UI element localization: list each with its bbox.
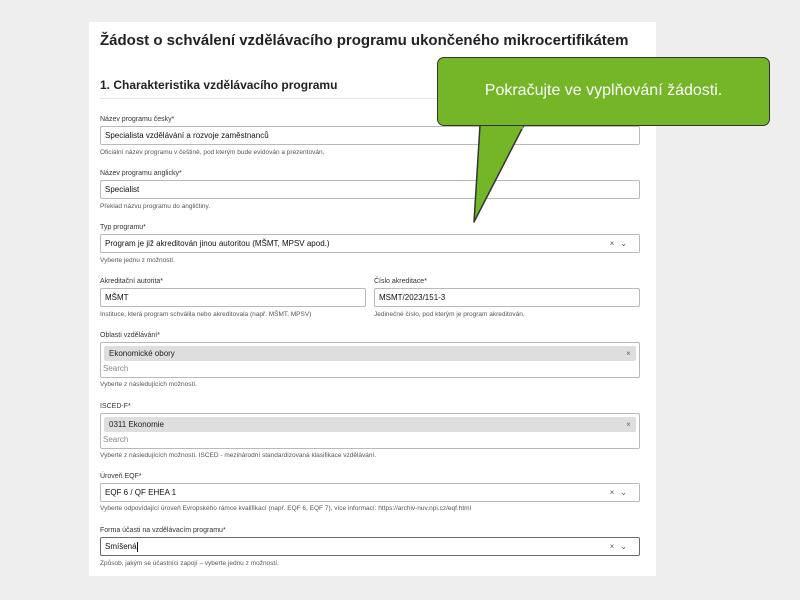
- program-type-select[interactable]: [100, 234, 640, 253]
- education-areas-multiselect[interactable]: [100, 342, 640, 378]
- eqf-level-select[interactable]: [100, 483, 640, 502]
- eqf-level-hint: Vyberte odpovídající úroveň Evropského rámce kvalifikací (např. EQF 6, EQF 7), více informací: https://archiv-nuv.npi.cz/eqf.html: [100, 505, 472, 512]
- program-type-label: Typ programu*: [100, 224, 146, 231]
- isced-label: ISCED-F*: [100, 403, 131, 410]
- text-caret: [137, 542, 138, 552]
- clear-icon[interactable]: ×: [609, 488, 621, 497]
- accreditation-authority-input[interactable]: MŠMT: [100, 288, 366, 307]
- search-input[interactable]: Search: [103, 435, 129, 444]
- education-areas-label: Oblasti vzdělávání*: [100, 332, 160, 339]
- name-en-hint: Překlad názvu programu do angličtiny.: [100, 203, 211, 210]
- accreditation-number-hint: Jedinečné číslo, pod kterým je program akreditován.: [374, 311, 525, 318]
- name-en-label: Název programu anglicky*: [100, 170, 182, 177]
- search-input[interactable]: Search: [103, 364, 129, 373]
- chip-label: 0311 Ekonomie: [109, 420, 164, 429]
- clear-icon[interactable]: ×: [609, 542, 621, 551]
- chevron-down-icon[interactable]: ⌄: [620, 239, 633, 248]
- remove-chip-icon[interactable]: ×: [626, 420, 631, 429]
- program-type-hint: Vyberte jednu z možností.: [100, 257, 175, 264]
- chip-label: Ekonomické obory: [109, 349, 175, 358]
- participation-form-hint: Způsob, jakým se účastníci zapojí – vyberte jednu z možností.: [100, 560, 279, 567]
- section-title: 1. Charakteristika vzdělávacího programu: [100, 78, 640, 99]
- selected-chip: [104, 346, 636, 361]
- participation-form-value: Smíšená: [105, 542, 137, 551]
- tutorial-callout: Pokračujte ve vyplňování žádosti.: [437, 57, 770, 126]
- accreditation-authority-hint: Instituce, která program schválila nebo akreditovala (např. MŠMT, MPSV): [100, 311, 312, 318]
- clear-icon[interactable]: ×: [609, 239, 621, 248]
- accreditation-authority-label: Akreditační autorita*: [100, 278, 164, 285]
- isced-hint: Vyberte z následujících možností. ISCED - mezinárodní standardizovaná klasifikace vzdělávání.: [100, 452, 377, 459]
- accreditation-number-label: Číslo akreditace*: [374, 278, 427, 285]
- page-title: Žádost o schválení vzdělávacího programu ukončeného mikrocertifikátem: [100, 32, 629, 49]
- program-type-value: Program je již akreditován jinou autoritou (MŠMT, MPSV apod.): [105, 239, 330, 248]
- participation-form-label: Forma účasti na vzdělávacím programu*: [100, 527, 226, 534]
- name-en-input[interactable]: Specialist: [100, 180, 640, 199]
- accreditation-number-input[interactable]: MSMT/2023/151-3: [374, 288, 640, 307]
- remove-chip-icon[interactable]: ×: [626, 349, 631, 358]
- name-cz-input[interactable]: Specialista vzdělávání a rozvoje zaměstnanců: [100, 126, 640, 145]
- eqf-level-value: EQF 6 / QF EHEA 1: [105, 488, 177, 497]
- participation-form-select[interactable]: [100, 537, 640, 556]
- eqf-level-label: Úroveň EQF*: [100, 473, 142, 480]
- education-areas-hint: Vyberte z následujících možností.: [100, 381, 197, 388]
- isced-multiselect[interactable]: [100, 413, 640, 449]
- chevron-down-icon[interactable]: ⌄: [620, 488, 633, 497]
- callout-tail: [472, 124, 542, 224]
- selected-chip: [104, 417, 636, 432]
- name-cz-label: Název programu česky*: [100, 116, 175, 123]
- chevron-down-icon[interactable]: ⌄: [620, 542, 633, 551]
- name-cz-hint: Oficiální název programu v češtině, pod kterým bude evidován a prezentován.: [100, 149, 325, 156]
